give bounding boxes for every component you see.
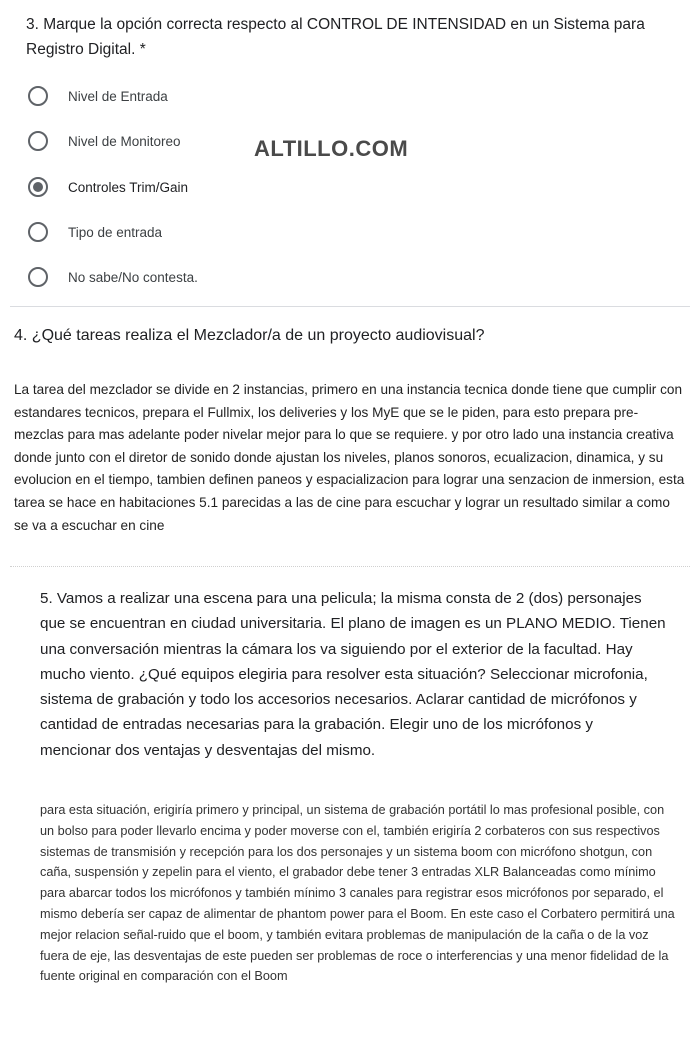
radio-unchecked-icon[interactable] — [28, 222, 48, 242]
question-5-title: 5. Vamos a realizar una escena para una pelicula; la misma consta de 2 (dos) personajes que se encuentran en ciudad universitaria. El plano de imagen es un PLANO MEDIO. Tienen una conversación mientras la cámara los va siguiendo por el exterior de la facultad. Hay mucho viento. ¿Qué equipos elegiria para resolver esta situación? Seleccionar microfonia, sistema de grabación y todo los accesorios necesarios. Aclarar cantidad de micrófonos y cantidad de entradas necesarias para la grabación. Elegir uno de los micrófonos y mencionar dos ventajas y desventajas del mismo. — [40, 590, 666, 759]
option-label: Controles Trim/Gain — [68, 179, 189, 195]
radio-unchecked-icon[interactable] — [28, 131, 48, 151]
option-nivel-de-entrada[interactable] — [28, 84, 168, 108]
question-4-answer: La tarea del mezclador se divide en 2 instancias, primero en una instancia tecnica donde tiene que cumplir con estandares tecnicos, prepara el Fullmix, los deliveries y los MyE que se le piden, para esto prepara pre-mezclas para mas adelante poder nivelar mejor para lo que se requiere. y por otro lado una instancia creativa donde junto con el diretor de sonido donde ajustan los niveles, planos sonoros, ecualizacion, dinamica, y su evolucion en el tiempo, tambien definen paneos y espacializacion para lograr una senzacion de inmersion, esta tarea se hace en habitaciones 5.1 parecidas a las de cine para escuchar y lograr un resultado similar a como se va a escuchar en cine — [14, 382, 685, 533]
option-label: No sabe/No contesta. — [68, 269, 198, 285]
option-nivel-de-monitoreo[interactable] — [28, 129, 181, 153]
option-label: Nivel de Entrada — [68, 88, 168, 104]
radio-checked-icon[interactable] — [28, 177, 48, 197]
question-3-title: 3. Marque la opción correcta respecto al CONTROL DE INTENSIDAD en un Sistema para Registro Digital. * — [26, 16, 645, 58]
question-3-card — [0, 0, 700, 306]
radio-unchecked-icon[interactable] — [28, 267, 48, 287]
option-tipo-de-entrada[interactable] — [28, 220, 162, 244]
watermark: ALTILLO.COM — [254, 136, 409, 161]
option-label: Tipo de entrada — [68, 224, 163, 240]
divider — [10, 566, 690, 567]
option-label: Nivel de Monitoreo — [68, 133, 181, 149]
option-controles-trim-gain[interactable] — [28, 175, 188, 199]
option-no-sabe-no-contesta[interactable] — [28, 265, 198, 289]
question-5-answer: para esta situación, erigiría primero y principal, un sistema de grabación portátil lo mas profesional posible, con un bolso para poder llevarlo encima y poder moverse con el, también erigiría 2 corbateros con sus respectivos sistemas de transmisión y recepción para los dos personajes y un sistema boom con micrófono shotgun, con caña, suspensión y zepelin para el viento, el grabador debe tener 3 entradas XLR Balanceadas como mínimo para abarcar todos los micrófonos y también mínimo 3 canales para registrar esos micrófonos por separado, el mismo debería ser capaz de alimentar de phantom power para el Boom. En este caso el Corbatero permitirá una mejor relacion señal-ruido que el boom, y también evitara problemas de manipulación de la caña o de la voz fuera de eje, las desventajas de este pueden ser problemas de roce o interferencias y una menor fidelidad de la fuente original en comparación con el Boom — [40, 803, 675, 984]
divider — [10, 306, 690, 307]
radio-unchecked-icon[interactable] — [28, 86, 48, 106]
question-4-title: 4. ¿Qué tareas realiza el Mezclador/a de un proyecto audiovisual? — [14, 327, 485, 344]
